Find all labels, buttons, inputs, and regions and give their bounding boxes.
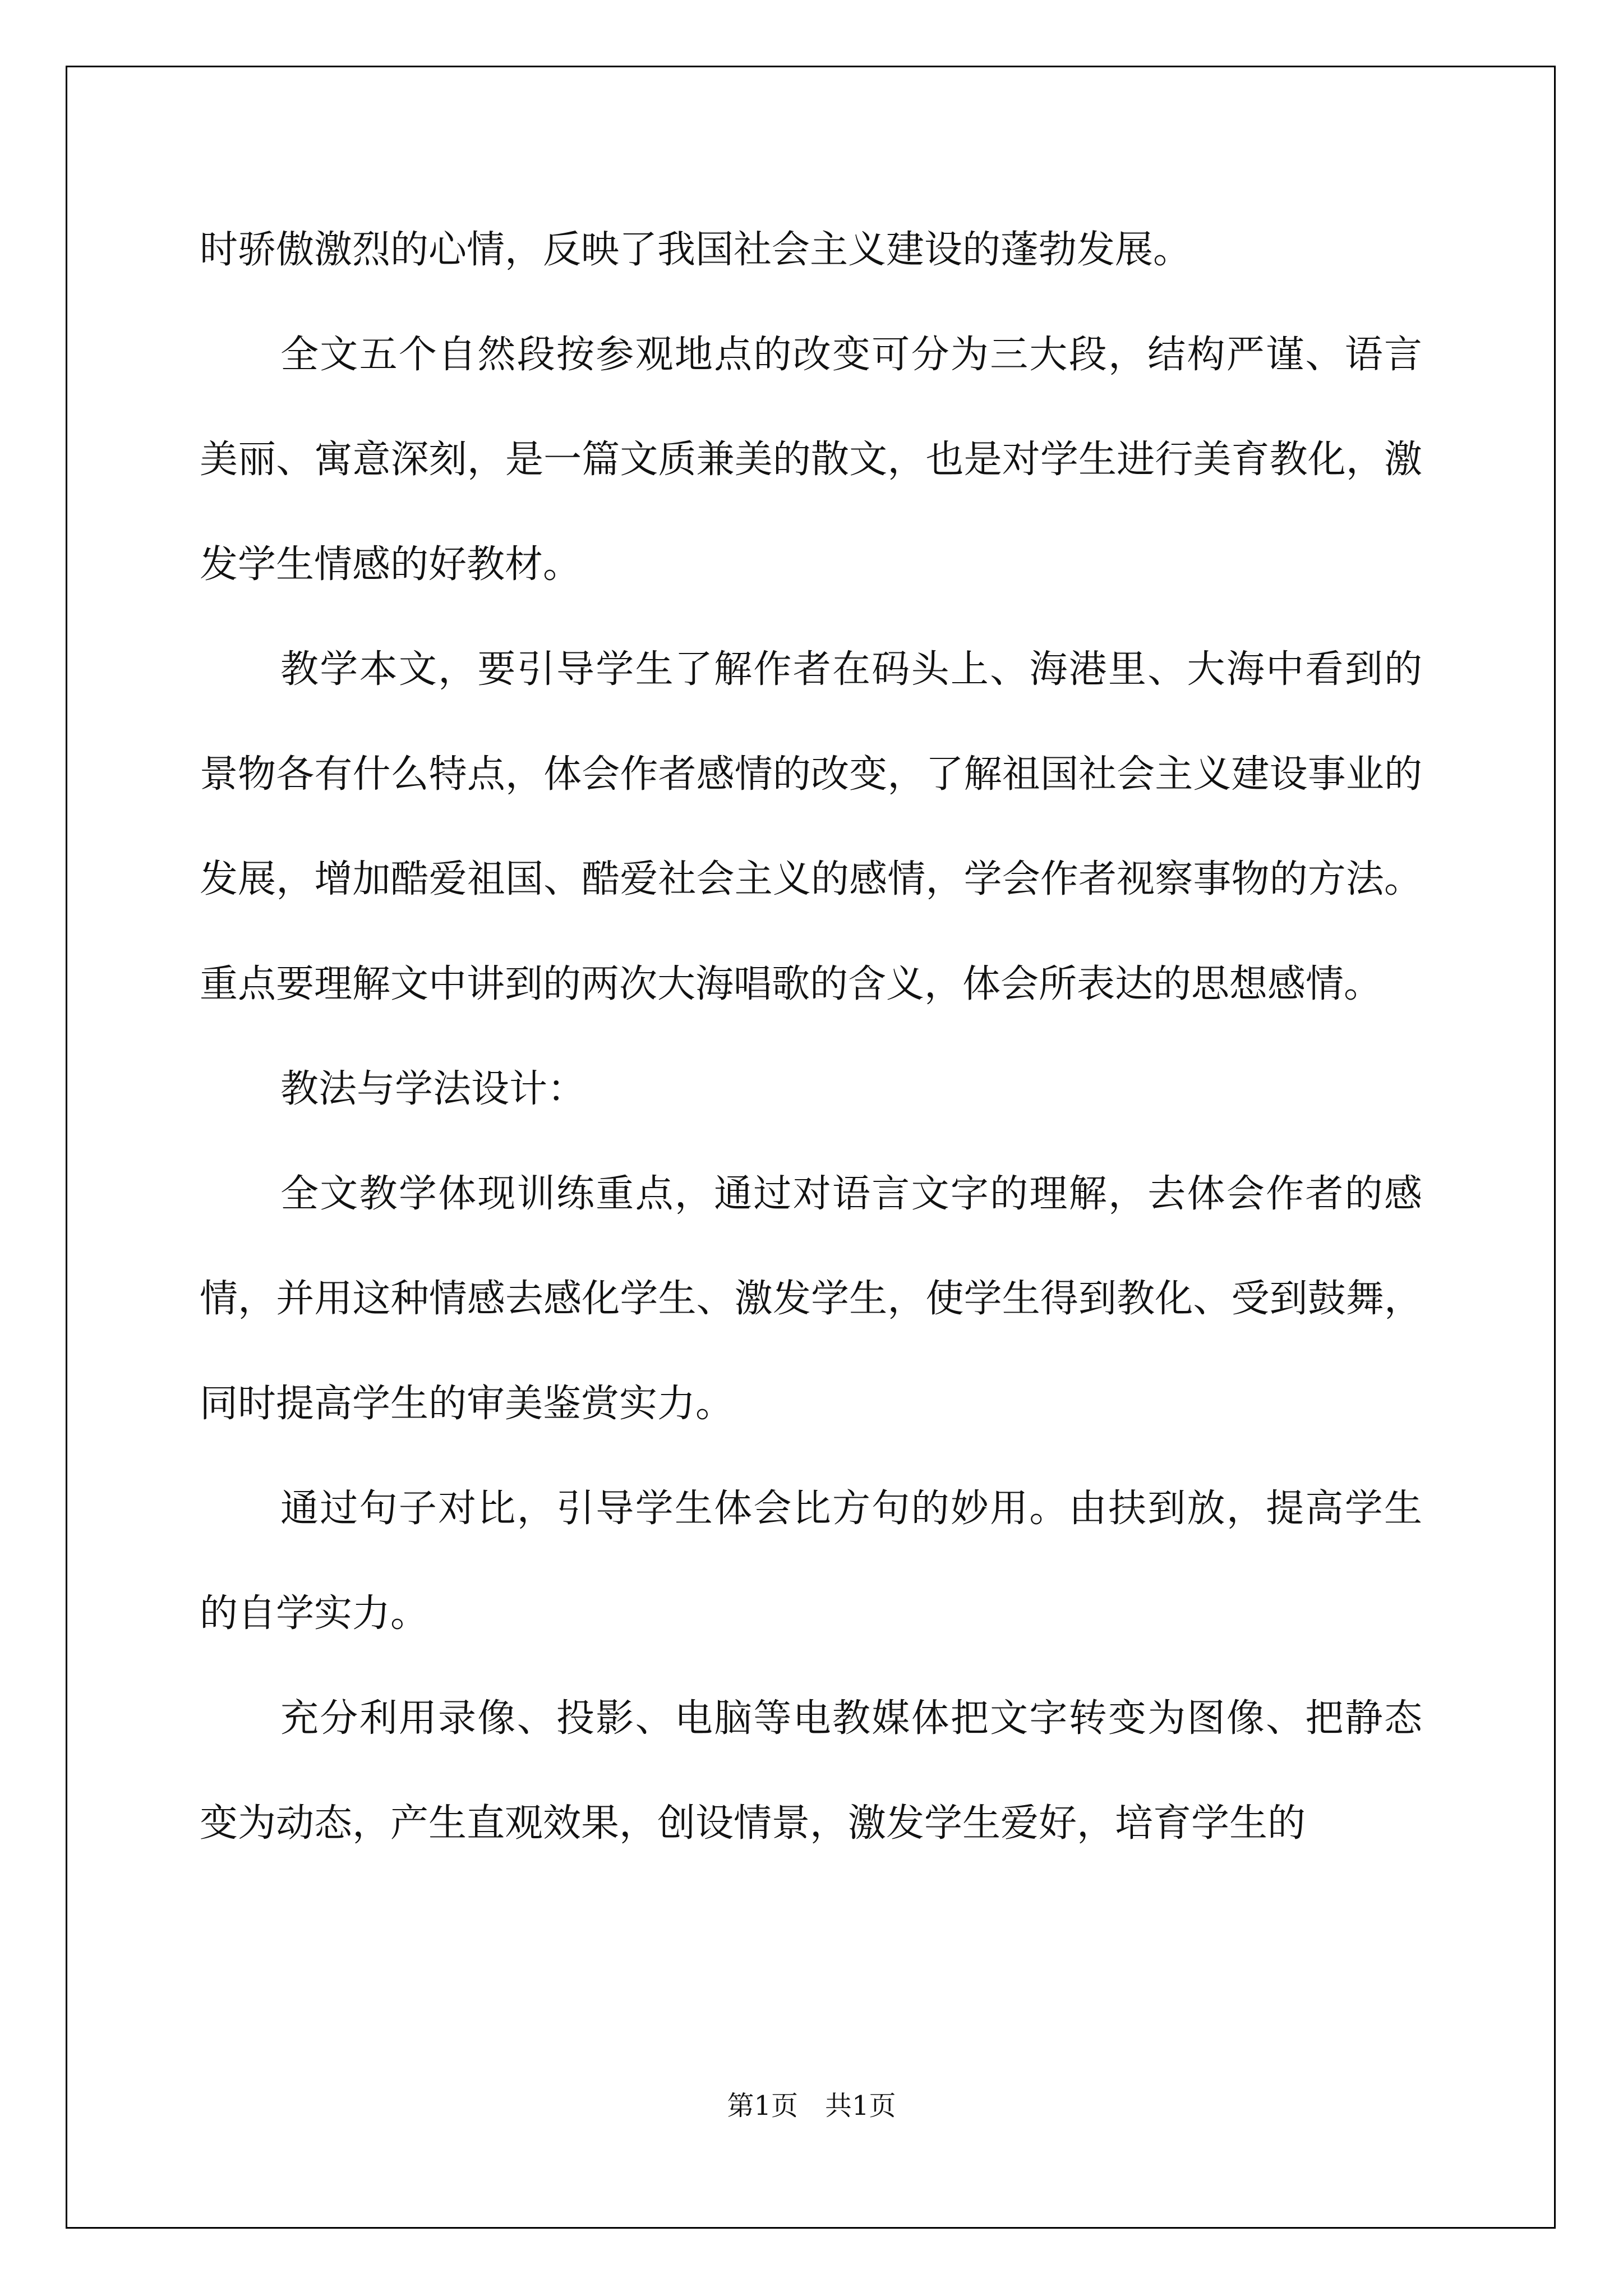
paragraph: 时骄傲激烈的心情，反映了我国社会主义建设的蓬勃发展。 [200,228,1192,272]
paragraph: 充分利用录像、投影、电脑等电教媒体把文字转变为图像、把静态变为动态，产生直观效果，创设情景，激发学生爱好，培育学生的 [200,1696,1422,1846]
page-footer: 第1页 共1页 [727,2090,896,2122]
paragraph-heading: 教法与学法设计： [280,1067,586,1111]
paragraph: 教学本文，要引导学生了解作者在码头上、海港里、大海中看到的景物各有什么特点，体会作者感情的改变，了解祖国社会主义建设事业的发展，增加酷爱祖国、酷爱社会主义的感情，学会作者视察事物的方法。重点要理解文中讲到的两次大海唱歌的含义，体会所表达的思想感情。 [200,647,1422,1006]
paragraph: 全文教学体现训练重点，通过对语言文字的理解，去体会作者的感情，并用这种情感去感化学生、激发学生，使学生得到教化、受到鼓舞，同时提高学生的审美鉴赏实力。 [200,1172,1422,1426]
document-body [200,197,1422,1876]
paragraph: 通过句子对比，引导学生体会比方句的妙用。由扶到放，提高学生的自学实力。 [200,1487,1422,1636]
paragraph: 全文五个自然段按参观地点的改变可分为三大段，结构严谨、语言美丽、寓意深刻，是一篇文质兼美的散文，也是对学生进行美育教化，激发学生情感的好教材。 [200,333,1422,587]
